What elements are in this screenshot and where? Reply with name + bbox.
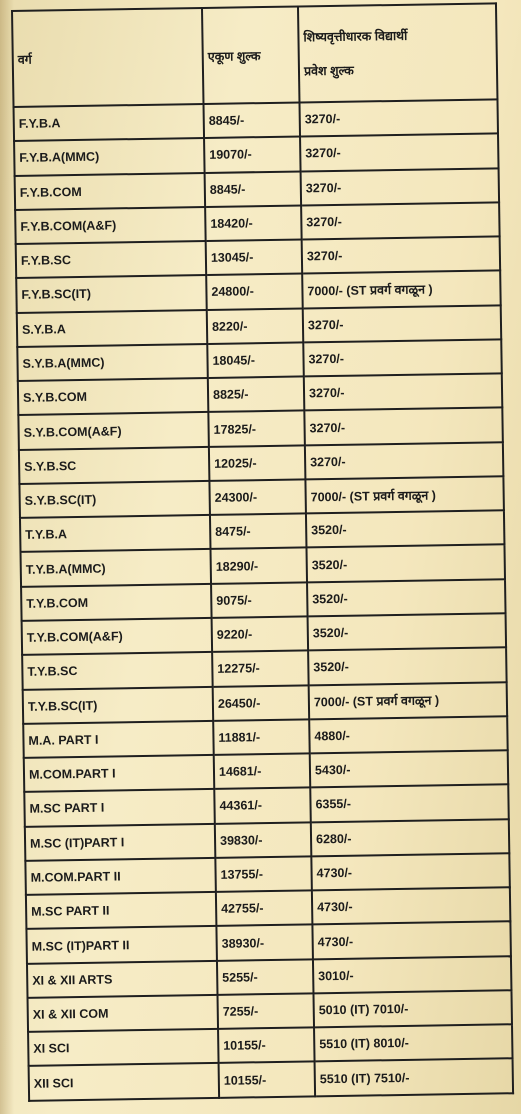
total-fee-cell: 8475/- (210, 514, 307, 550)
scholarship-fee-cell: 3520/- (308, 648, 507, 685)
scholarship-fee-cell: 4730/- (311, 853, 510, 890)
total-fee-cell: 18045/- (207, 342, 304, 378)
scholarship-fee-cell: 3270/- (301, 202, 500, 239)
total-fee-cell: 24800/- (206, 274, 303, 310)
total-fee-cell: 10155/- (219, 1062, 316, 1098)
class-cell: F.Y.B.A(MMC) (14, 138, 205, 175)
total-fee-cell: 12025/- (209, 445, 306, 481)
class-cell: F.Y.B.COM (15, 173, 206, 210)
class-cell: S.Y.B.SC(IT) (19, 481, 210, 518)
scholarship-fee-cell: 3270/- (301, 168, 500, 205)
total-fee-cell: 14681/- (214, 753, 311, 789)
scholarship-fee-cell: 7000/- (ST प्रवर्ग वगळून ) (309, 682, 508, 719)
scholarship-fee-cell: 4880/- (309, 716, 508, 753)
total-fee-cell: 24300/- (209, 479, 306, 515)
scholarship-fee-cell: 5010 (IT) 7010/- (313, 990, 512, 1027)
total-fee-cell: 42755/- (216, 890, 313, 926)
total-fee-cell: 11881/- (213, 719, 310, 755)
class-cell: T.Y.B.COM (21, 584, 212, 621)
scholarship-fee-cell: 7000/- (ST प्रवर्ग वगळून ) (305, 476, 504, 513)
class-cell: XII SCI (29, 1063, 220, 1101)
scholarship-fee-cell: 3270/- (299, 99, 498, 136)
total-fee-cell: 19070/- (204, 137, 301, 173)
header-scholarship-line2: प्रवेश शुल्क (303, 63, 354, 79)
class-cell: S.Y.B.SC (19, 447, 210, 484)
class-cell: T.Y.B.COM(A&F) (22, 618, 213, 655)
table-row (29, 1059, 513, 1101)
scholarship-fee-cell: 5510 (IT) 8010/- (314, 1024, 513, 1061)
class-cell: M.SC (IT)PART II (26, 926, 217, 963)
scholarship-fee-cell: 3270/- (305, 442, 504, 479)
class-cell: M.SC PART I (24, 789, 215, 826)
scholarship-fee-cell: 7000/- (ST प्रवर्ग वगळून ) (302, 271, 501, 308)
scholarship-fee-cell: 3270/- (304, 373, 503, 410)
class-cell: T.Y.B.SC(IT) (23, 686, 214, 723)
scholarship-fee-cell: 6280/- (311, 819, 510, 856)
class-cell: S.Y.B.COM (18, 378, 209, 415)
fee-table (11, 2, 514, 1101)
total-fee-cell: 17825/- (208, 411, 305, 447)
scholarship-fee-cell: 5510 (IT) 7510/- (315, 1059, 514, 1097)
scholarship-fee-cell: 4730/- (312, 887, 511, 924)
header-row (12, 3, 497, 107)
total-fee-cell: 9220/- (212, 616, 309, 652)
class-cell: F.Y.B.SC (16, 241, 207, 278)
total-fee-cell: 39830/- (215, 822, 312, 858)
header-scholarship-fee (298, 3, 497, 102)
scholarship-fee-cell: 3270/- (300, 134, 499, 171)
paper-edge-shadow (0, 0, 14, 1114)
class-cell: M.SC (IT)PART I (25, 823, 216, 860)
scholarship-fee-cell: 3520/- (307, 579, 506, 616)
class-cell: S.Y.B.A(MMC) (17, 344, 208, 381)
scholarship-fee-cell: 3520/- (306, 511, 505, 548)
total-fee-cell: 8825/- (208, 377, 305, 413)
total-fee-cell: 26450/- (213, 685, 310, 721)
scholarship-fee-cell: 3270/- (303, 339, 502, 376)
scholarship-fee-cell: 3520/- (306, 545, 505, 582)
header-total-fee: एकूण शुल्क (202, 6, 299, 103)
total-fee-cell: 38930/- (216, 925, 313, 961)
class-cell: S.Y.B.A (17, 310, 208, 347)
total-fee-cell: 8845/- (205, 171, 302, 207)
total-fee-cell: 8220/- (207, 308, 304, 344)
scholarship-fee-cell: 3520/- (308, 613, 507, 650)
total-fee-cell: 9075/- (211, 582, 308, 618)
scholarship-fee-cell: 6355/- (310, 785, 509, 822)
class-cell: S.Y.B.COM(A&F) (18, 412, 209, 449)
scholarship-fee-cell: 3270/- (302, 236, 501, 273)
class-cell: T.Y.B.SC (22, 652, 213, 689)
scholarship-fee-cell: 5430/- (310, 750, 509, 787)
total-fee-cell: 8845/- (204, 102, 301, 138)
total-fee-cell: 13755/- (215, 856, 312, 892)
class-cell: M.COM.PART II (25, 858, 216, 895)
class-cell: XI & XII COM (28, 995, 219, 1032)
total-fee-cell: 12275/- (212, 651, 309, 687)
header-class: वर्ग (12, 8, 203, 107)
class-cell: M.COM.PART I (24, 755, 215, 792)
scholarship-fee-cell: 3270/- (303, 305, 502, 342)
scholarship-fee-cell: 4730/- (312, 922, 511, 959)
class-cell: F.Y.B.SC(IT) (16, 275, 207, 312)
class-cell: F.Y.B.A (14, 104, 205, 141)
total-fee-cell: 18420/- (205, 205, 302, 241)
class-cell: M.SC PART II (26, 892, 217, 929)
total-fee-cell: 7255/- (217, 993, 314, 1029)
scholarship-fee-cell: 3270/- (304, 408, 503, 445)
total-fee-cell: 18290/- (210, 548, 307, 584)
total-fee-cell: 44361/- (214, 788, 311, 824)
class-cell: XI & XII ARTS (27, 961, 218, 998)
class-cell: T.Y.B.A(MMC) (21, 549, 212, 586)
header-scholarship-line1: शिष्यवृत्तीधारक विद्यार्थी (303, 28, 408, 45)
total-fee-cell: 13045/- (206, 240, 303, 276)
scholarship-fee-cell: 3010/- (313, 956, 512, 993)
class-cell: T.Y.B.A (20, 515, 211, 552)
fee-table-body (14, 99, 514, 1100)
class-cell: F.Y.B.COM(A&F) (15, 207, 206, 244)
total-fee-cell: 10155/- (218, 1028, 315, 1064)
class-cell: XI SCI (28, 1029, 219, 1066)
class-cell: M.A. PART I (23, 721, 214, 758)
total-fee-cell: 5255/- (217, 959, 314, 995)
